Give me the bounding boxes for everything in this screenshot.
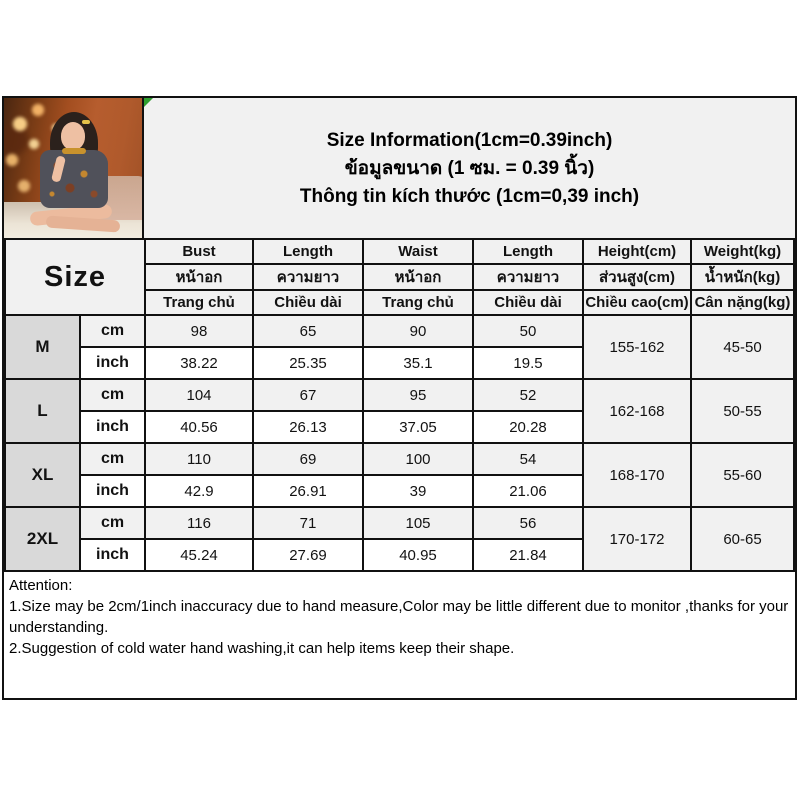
size-chart-sheet: [2, 96, 797, 700]
height-range-cell: 170-172: [583, 507, 691, 571]
col-header-length-vi: Chiều dài: [253, 290, 363, 315]
product-photo: [4, 98, 144, 238]
value-cell: 90: [363, 315, 473, 347]
value-cell: 50: [473, 315, 583, 347]
weight-range-cell: 50-55: [691, 379, 794, 443]
height-range-cell: 168-170: [583, 443, 691, 507]
value-cell: 110: [145, 443, 253, 475]
unit-cell-cm: cm: [80, 379, 145, 411]
size-header-cell: Size: [5, 239, 145, 315]
unit-cell-cm: cm: [80, 507, 145, 539]
height-range-cell: 155-162: [583, 315, 691, 379]
unit-cell-inch: inch: [80, 475, 145, 507]
value-cell: 105: [363, 507, 473, 539]
unit-cell-inch: inch: [80, 411, 145, 443]
value-cell: 95: [363, 379, 473, 411]
value-cell: 21.84: [473, 539, 583, 571]
weight-range-cell: 60-65: [691, 507, 794, 571]
size-row-XL-cm: [5, 443, 794, 475]
col-header-weight-vi: Cân nặng(kg): [691, 290, 794, 315]
size-table-body: [5, 315, 794, 571]
value-cell: 38.22: [145, 347, 253, 379]
value-cell: 39: [363, 475, 473, 507]
value-cell: 40.56: [145, 411, 253, 443]
col-header-waist-th: หน้าอก: [363, 264, 473, 290]
value-cell: 71: [253, 507, 363, 539]
value-cell: 56: [473, 507, 583, 539]
attention-section: [4, 572, 795, 698]
col-header-length-en: Length: [253, 239, 363, 264]
value-cell: 104: [145, 379, 253, 411]
size-label-L: L: [5, 379, 80, 443]
value-cell: 54: [473, 443, 583, 475]
value-cell: 35.1: [363, 347, 473, 379]
col-header-weight-th: น้ำหนัก(kg): [691, 264, 794, 290]
title-vietnamese: Thông tin kích thước (1cm=0,39 inch): [299, 185, 640, 207]
excel-corner-flag-icon: [144, 98, 153, 107]
size-table-header: [5, 239, 794, 315]
photo-model-face: [61, 122, 85, 150]
col-header-height-th: ส่วนสูง(cm): [583, 264, 691, 290]
col-header-bust-th: หน้าอก: [145, 264, 253, 290]
value-cell: 116: [145, 507, 253, 539]
value-cell: 37.05: [363, 411, 473, 443]
size-row-2XL-cm: [5, 507, 794, 539]
value-cell: 42.9: [145, 475, 253, 507]
value-cell: 26.13: [253, 411, 363, 443]
top-band: [4, 98, 795, 238]
title-area: [144, 98, 795, 238]
attention-heading: Attention:: [9, 577, 73, 594]
attention-line: 1.Size may be 2cm/1inch inaccuracy due to hand measure,Color may be little different due to monitor ,thanks for your understanding.: [9, 598, 789, 636]
col-header-height-en: Height(cm): [583, 239, 691, 264]
value-cell: 52: [473, 379, 583, 411]
col-header-length2-vi: Chiều dài: [473, 290, 583, 315]
value-cell: 27.69: [253, 539, 363, 571]
title-english: Size Information(1cm=0.39inch): [326, 129, 613, 151]
title-thai: ข้อมูลขนาด (1 ซม. = 0.39 นิ้ว): [344, 157, 595, 179]
col-header-height-vi: Chiều cao(cm): [583, 290, 691, 315]
attention-line: 2.Suggestion of cold water hand washing,it can help items keep their shape.: [9, 640, 515, 657]
size-row-M-cm: [5, 315, 794, 347]
col-header-length2-th: ความยาว: [473, 264, 583, 290]
value-cell: 25.35: [253, 347, 363, 379]
weight-range-cell: 45-50: [691, 315, 794, 379]
unit-cell-cm: cm: [80, 315, 145, 347]
value-cell: 100: [363, 443, 473, 475]
value-cell: 65: [253, 315, 363, 347]
value-cell: 69: [253, 443, 363, 475]
col-header-waist-en: Waist: [363, 239, 473, 264]
value-cell: 19.5: [473, 347, 583, 379]
size-label-2XL: 2XL: [5, 507, 80, 571]
value-cell: 98: [145, 315, 253, 347]
col-header-waist-vi: Trang chủ: [363, 290, 473, 315]
value-cell: 45.24: [145, 539, 253, 571]
weight-range-cell: 55-60: [691, 443, 794, 507]
photo-pajama-top: [40, 150, 108, 208]
height-range-cell: 162-168: [583, 379, 691, 443]
col-header-weight-en: Weight(kg): [691, 239, 794, 264]
col-header-length2-en: Length: [473, 239, 583, 264]
value-cell: 26.91: [253, 475, 363, 507]
col-header-length-th: ความยาว: [253, 264, 363, 290]
size-label-M: M: [5, 315, 80, 379]
value-cell: 40.95: [363, 539, 473, 571]
photo-pajama-collar: [62, 148, 86, 154]
value-cell: 67: [253, 379, 363, 411]
photo-hair-clip: [82, 120, 90, 124]
unit-cell-cm: cm: [80, 443, 145, 475]
size-table: [4, 238, 795, 572]
size-row-L-cm: [5, 379, 794, 411]
col-header-bust-en: Bust: [145, 239, 253, 264]
unit-cell-inch: inch: [80, 539, 145, 571]
value-cell: 21.06: [473, 475, 583, 507]
size-label-XL: XL: [5, 443, 80, 507]
unit-cell-inch: inch: [80, 347, 145, 379]
col-header-bust-vi: Trang chủ: [145, 290, 253, 315]
value-cell: 20.28: [473, 411, 583, 443]
